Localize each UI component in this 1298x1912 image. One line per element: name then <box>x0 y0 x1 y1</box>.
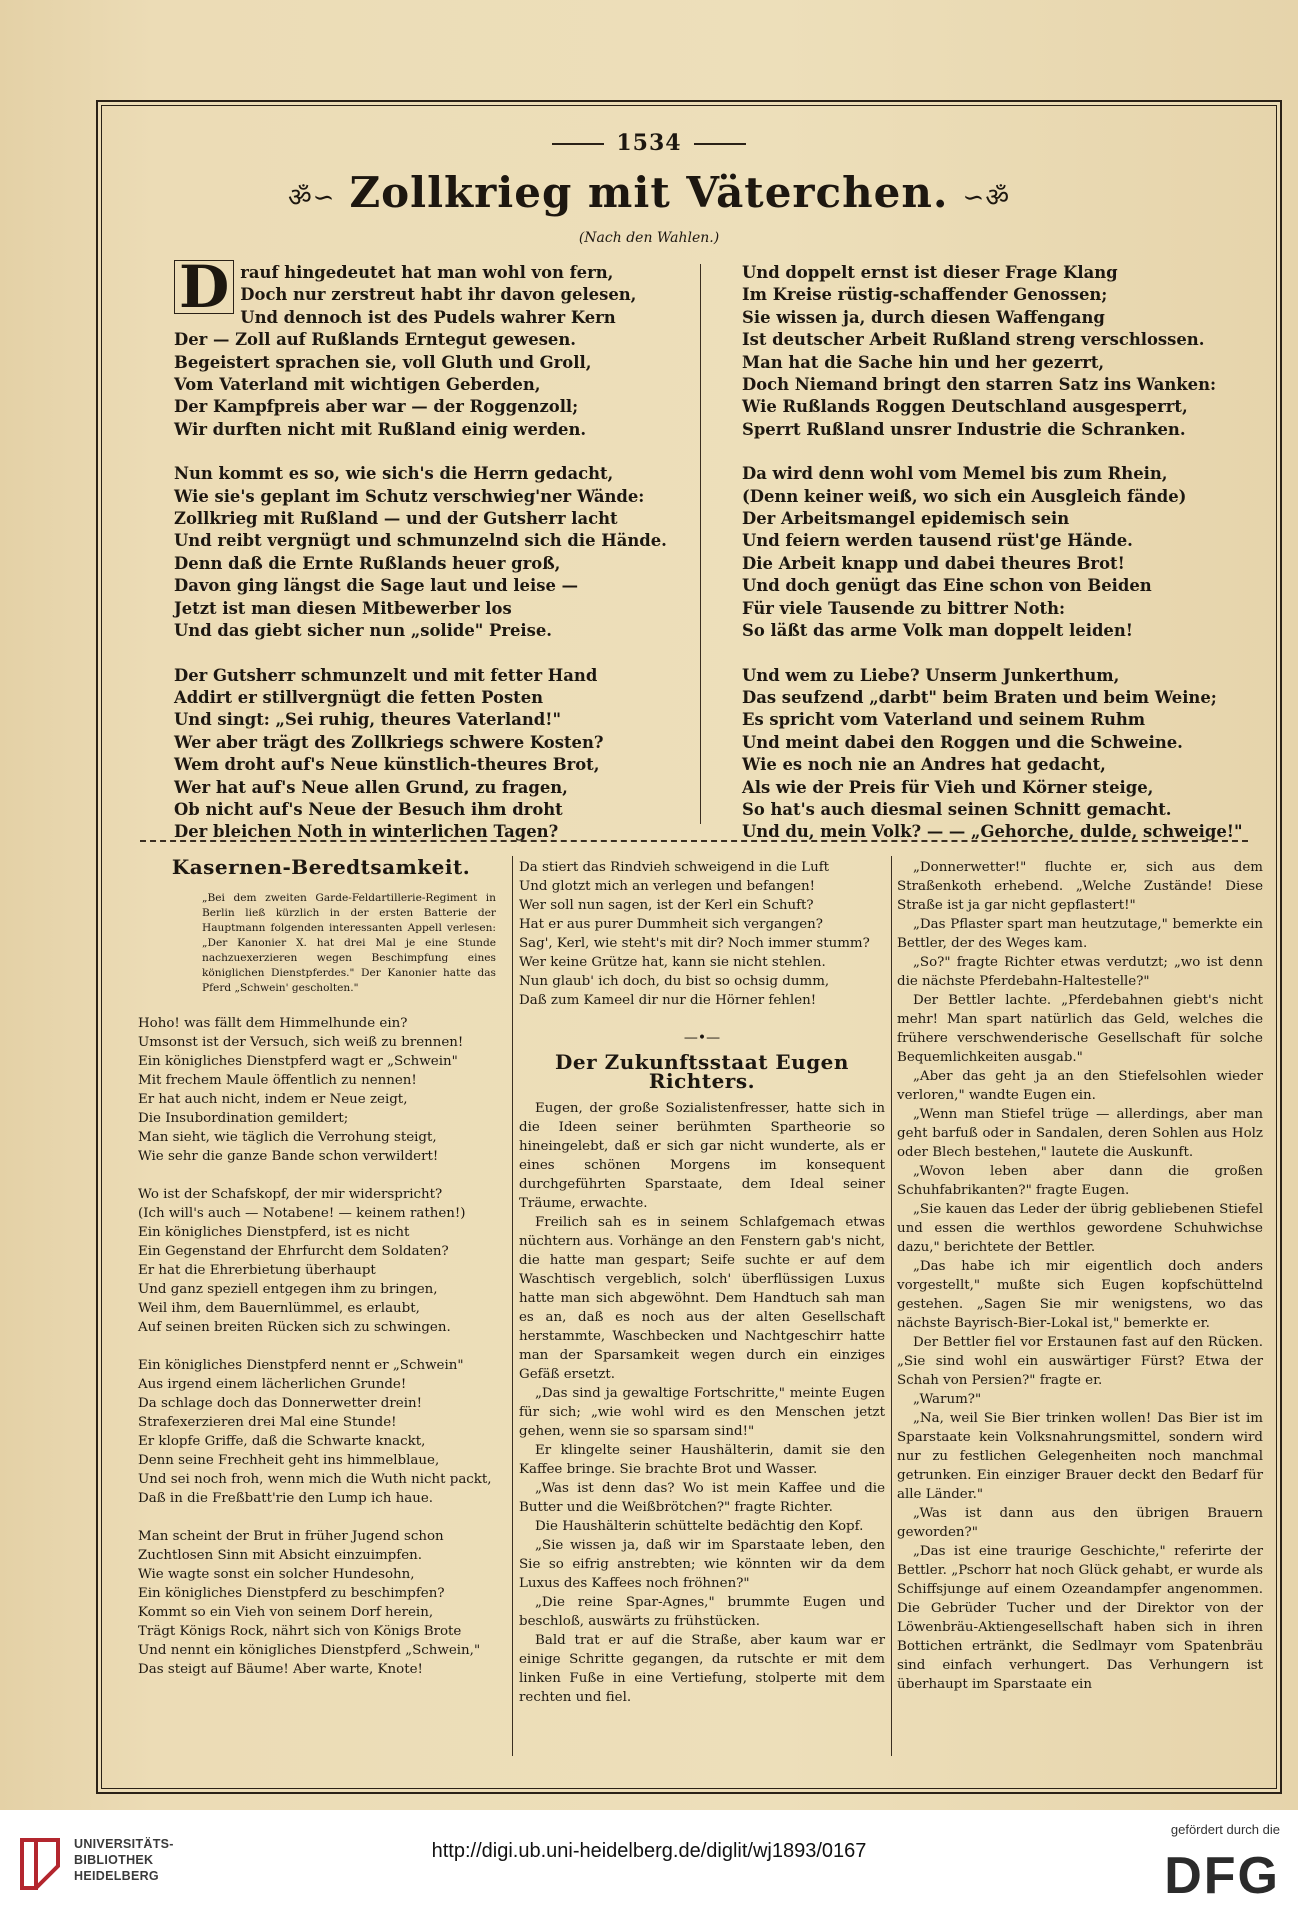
poem-line: Der Arbeitsmangel epidemisch sein <box>742 509 1070 529</box>
verse-line: Er klopfe Griffe, daß die Schwarte knackt, <box>138 1434 426 1449</box>
poem-stanza <box>742 262 1262 441</box>
verse-line: Auf seinen breiten Rücken sich zu schwingen. <box>138 1320 451 1335</box>
verse-line: Hat er aus purer Dummheit sich vergangen? <box>519 917 823 932</box>
poem-line: Und das giebt sicher nun „solide" Preise. <box>174 621 552 641</box>
verse-line: Daß in die Freßbatt'rie den Lump ich haue. <box>138 1491 434 1506</box>
verse-line: Die Insubordination gemildert; <box>138 1111 349 1126</box>
article-paragraph: „Wenn man Stiefel trüge — allerdings, aber man geht barfuß oder in Sandalen, deren Sohlen aus Holz oder Blech bestehen," lautete die Auskunft. <box>897 1107 1263 1160</box>
library-line-1: UNIVERSITÄTS- <box>74 1837 174 1851</box>
poem-line: Und meint dabei den Roggen und die Schweine. <box>742 732 1183 752</box>
poem-line: Doch Niemand bringt den starren Satz ins Wanken: <box>742 375 1217 395</box>
article-paragraph: „Sie wissen ja, daß wir im Sparstaate leben, den Sie so eifrig anstrebten; wie könnten wir da dem Luxus des Kaffees noch fröhnen?" <box>519 1538 885 1591</box>
funding-note: gefördert durch die <box>1170 1822 1280 1837</box>
article-paragraph: „Das habe ich mir eigentlich doch anders vorgestellt," mußte sich Eugen kopfschüttelnd gestehen. „Sagen Sie mir wenigstens, wo das nächste Bayrisch-Bier-Lokal ist," bemerkte er. <box>897 1259 1263 1331</box>
poem-line: Doch nur zerstreut habt ihr davon gelesen, <box>240 285 637 305</box>
verse-line: Wie sehr die ganze Bande schon verwildert! <box>138 1149 439 1164</box>
verse-stanza <box>138 1356 504 1508</box>
poem-stanza <box>174 253 694 441</box>
verse-line: Da stiert das Rindvieh schweigend in die Luft <box>519 860 830 875</box>
article-paragraph: Freilich sah es in seinem Schlafgemach etwas nüchtern aus. Vorhänge an den Fenstern gab's nicht, die hatte man gespart; Seife suchte er auf dem Waschtisch vergeblich, solch' überflüssigen Luxus hatte man sich abgewöhnt. Dem Handtuch sah man es an, daß es noch aus der alten Gesellschaft herstammte, Waschbecken und Nachtgeschirr hatte man der Sparsamkeit wegen durch ein einziges Gefäß ersetzt. <box>519 1215 885 1382</box>
poem-stanza <box>742 665 1262 844</box>
library-line-3: HEIDELBERG <box>74 1869 159 1883</box>
poem-line: Wie Rußlands Roggen Deutschland ausgesperrt, <box>742 397 1188 417</box>
verse-line: Wo ist der Schafskopf, der mir widerspricht? <box>138 1187 443 1202</box>
poem-line: Wer hat auf's Neue allen Grund, zu fragen, <box>174 777 568 797</box>
column-divider-1 <box>512 856 513 1756</box>
separator-ornament: —•— <box>683 1030 721 1046</box>
verse-line: Wer keine Grütze hat, kann sie nicht stehlen. <box>519 955 826 970</box>
poem-line: Begeistert sprachen sie, voll Gluth und Groll, <box>174 352 592 372</box>
page-number: 1534 <box>0 130 1298 156</box>
verse-line: Er hat die Ehrerbietung überhaupt <box>138 1263 376 1278</box>
verse-line: Ein königliches Dienstpferd nennt er „Schwein" <box>138 1358 464 1373</box>
verse-line: Ein königliches Dienstpferd zu beschimpfen? <box>138 1586 445 1601</box>
poem-line: Und wem zu Liebe? Unserm Junkerthum, <box>742 665 1120 685</box>
poem-line: So läßt das arme Volk man doppelt leiden! <box>742 621 1133 641</box>
poem-line: Addirt er stillvergnügt die fetten Posten <box>174 687 544 707</box>
poem-line: Da wird denn wohl vom Memel bis zum Rhein, <box>742 464 1168 484</box>
article-paragraph: „Das sind ja gewaltige Fortschritte," meinte Eugen für sich; „wie wohl wird es den Menschen jetzt gehen, wenn sie so sparsam sind!" <box>519 1386 885 1439</box>
poem-column-divider <box>700 264 701 824</box>
article-paragraph: „Warum?" <box>913 1392 982 1407</box>
poem-line: rauf hingedeutet hat man wohl von fern, <box>240 263 614 282</box>
article-kasernen-title: Kasernen-Beredtsamkeit. <box>171 855 471 879</box>
verse-line: Hoho! was fällt dem Himmelhunde ein? <box>138 1016 408 1031</box>
article-paragraph: „Die reine Spar-Agnes," brummte Eugen und beschloß, auswärts zu frühstücken. <box>519 1595 885 1629</box>
article-paragraph: Eugen, der große Sozialistenfresser, hatte sich in die Ideen seiner berühmten Spartheorie so hineingelebt, daß er sich gar nicht wunderte, als er eines schönen Morgens im konsequent durchgeführten Sparstaate, dem Ideal seiner Träume, erwachte. <box>519 1101 885 1211</box>
verse-line: Weil ihm, dem Bauernlümmel, es erlaubt, <box>138 1301 420 1316</box>
poem-line: Wie sie's geplant im Schutz verschwieg'ner Wände: <box>174 486 645 506</box>
poem-line: Der Kampfpreis aber war — der Roggenzoll; <box>174 397 579 417</box>
verse-line: Zuchtlosen Sinn mit Absicht einzuimpfen. <box>138 1548 423 1563</box>
poem-line: Wem droht auf's Neue künstlich-theures Brot, <box>174 755 600 775</box>
verse-line: (Ich will's auch — Notabene! — keinem rathen!) <box>138 1206 466 1221</box>
verse-line: Und glotzt mich an verlegen und befangen! <box>519 879 816 894</box>
source-url-link[interactable]: http://digi.ub.uni-heidelberg.de/diglit/wj1893/0167 <box>431 1840 867 1862</box>
verse-line: Ein königliches Dienstpferd, ist es nicht <box>138 1225 410 1240</box>
article-kasernen-epigraph: „Bei dem zweiten Garde-Feldartillerie-Regiment in Berlin ließ kürzlich in der ersten Batterie der Hauptmann folgenden interessanten Appell verlesen: „Der Kanonier X. hat drei Mal je eine Stunde nachzuexerzieren wegen Beschimpfung eines königlichen Dienstpferdes." Der Kanonier hatte das Pferd „Schwein' gescholten." <box>202 892 496 994</box>
poem-line: Davon ging längst die Sage laut und leise — <box>174 576 578 596</box>
right-column <box>897 858 1263 1694</box>
poem-line: Es spricht vom Vaterland und seinem Ruhm <box>742 710 1146 730</box>
verse-line: Umsonst ist der Versuch, sich weiß zu brennen! <box>138 1035 464 1050</box>
poem-line: Und du, mein Volk? — — „Gehorche, dulde, schweige!" <box>742 822 1243 842</box>
article-paragraph: „So?" fragte Richter etwas verdutzt; „wo ist denn die nächste Pferdebahn-Haltestelle?" <box>897 955 1263 989</box>
poem-line: Jetzt ist man diesen Mitbewerber los <box>174 598 512 618</box>
column-divider-2 <box>891 856 892 1756</box>
middle-column <box>519 858 885 1707</box>
poem-line: Der Gutsherr schmunzelt und mit fetter Hand <box>174 665 598 685</box>
verse-line: Mit frechem Maule öffentlich zu nennen! <box>138 1073 417 1088</box>
article-paragraph: „Was ist denn das? Wo ist mein Kaffee und die Butter und die Weißbrötchen?" fragte Richter. <box>519 1481 885 1515</box>
poem-line: Wer aber trägt des Zollkriegs schwere Kosten? <box>174 732 604 752</box>
article-paragraph: Er klingelte seiner Haushälterin, damit sie den Kaffee bringe. Sie brachte Brot und Wasser. <box>519 1443 885 1477</box>
verse-line: Das steigt auf Bäume! Aber warte, Knote! <box>138 1662 423 1677</box>
poem-line: So hat's auch diesmal seinen Schnitt gemacht. <box>742 799 1172 819</box>
poem-line: (Denn keiner weiß, wo sich ein Ausgleich fände) <box>742 486 1187 506</box>
poem-line: Für viele Tausende zu bittrer Noth: <box>742 598 1066 618</box>
verse-stanza <box>138 1014 504 1166</box>
section-divider <box>140 840 1248 842</box>
poem-line: Im Kreise rüstig-schaffender Genossen; <box>742 285 1108 305</box>
poem-line: Als wie der Preis für Vieh und Körner steige, <box>742 777 1154 797</box>
article-paragraph: Bald trat er auf die Straße, aber kaum war er einige Schritte gegangen, da rutschte er mit dem linken Fuße in eine Vertiefung, stolperte mit dem rechten und fiel. <box>519 1633 885 1705</box>
verse-line: Trägt Königs Rock, nährt sich von Königs Brote <box>138 1624 462 1639</box>
poem-stanza <box>742 463 1262 642</box>
poem-line: Und feiern werden tausend rüst'ge Hände. <box>742 531 1133 551</box>
verse-line: Daß zum Kameel dir nur die Hörner fehlen! <box>519 993 817 1008</box>
poem-line: Und reibt vergnügt und schmunzelnd sich die Hände. <box>174 531 667 551</box>
verse-line: Und sei noch froh, wenn mich die Wuth nicht packt, <box>138 1472 492 1487</box>
article-paragraph: „Was ist dann aus den übrigen Brauern geworden?" <box>897 1506 1263 1540</box>
verse-line: Denn seine Frechheit geht ins himmelblaue, <box>138 1453 440 1468</box>
article-paragraph: „Das ist eine traurige Geschichte," referirte der Bettler. „Pschorr hat noch Glück gehabt, er wurde als Schiffsjunge auf einem Ozeandampfer angenommen. Die Gebrüder Tucher und der Direktor von der Löwenbräu-Aktiengesellschaft haben sich in ihren Bottichen ertränkt, die Sedlmayr vom Spatenbräu sind einfach verhungert. Das Verhungern ist überhaupt im Sparstaate ein <box>897 1544 1263 1692</box>
article-paragraph: Der Bettler fiel vor Erstaunen fast auf den Rücken. „Sie sind wohl ein auswärtiger Fürst? Etwa der Schah von Persien?" fragte er. <box>897 1335 1263 1388</box>
poem-stanza <box>174 665 694 844</box>
verse-line: Sag', Kerl, wie steht's mit dir? Noch immer stumm? <box>519 936 870 951</box>
poem-line: Sperrt Rußland unsrer Industrie die Schranken. <box>742 419 1186 439</box>
article-paragraph: Der Bettler lachte. „Pferdebahnen giebt's nicht mehr! Man spart natürlich das Geld, welches die frühere verschwenderische Gesellschaft für solche Bequemlichkeiten ausgab." <box>897 993 1263 1065</box>
verse-line: Man scheint der Brut in früher Jugend schon <box>138 1529 444 1544</box>
poem-line: Die Arbeit knapp und dabei theures Brot! <box>742 553 1125 573</box>
poem-stanza <box>174 463 694 642</box>
poem-line: Wir durften nicht mit Rußland einig werden. <box>174 419 587 439</box>
dfg-logo: DFG <box>1164 1847 1280 1905</box>
poem-line: Und doch genügt das Eine schon von Beiden <box>742 576 1152 596</box>
article-paragraph: „Das Pflaster spart man heutzutage," bemerkte ein Bettler, der des Weges kam. <box>897 917 1263 951</box>
article-paragraph: „Sie kauen das Leder der übrig gebliebenen Stiefel und essen die werthlos gewordene Schuhwichse dazu," berichtete der Bettler. <box>897 1202 1263 1255</box>
poem-line: Der — Zoll auf Rußlands Erntegut gewesen. <box>174 330 576 350</box>
poem-line: Zollkrieg mit Rußland — und der Gutsherr lacht <box>174 509 618 529</box>
article-paragraph: „Na, weil Sie Bier trinken wollen! Das Bier ist im Sparstaate kein Volksnahrungsmittel, sondern wird nur zu festlichen Gelegenheiten noch manchmal getrunken. Ein einziger Brauer deckt den Bedarf für alle Länder." <box>897 1411 1263 1502</box>
article-kasernen-column <box>138 855 504 1698</box>
poem-subtitle: (Nach den Wahlen.) <box>578 230 720 246</box>
verse-line: Nun glaub' ich doch, du bist so ochsig dumm, <box>519 974 830 989</box>
verse-line: Wie wagte sonst ein solcher Hundesohn, <box>138 1567 415 1582</box>
library-line-2: BIBLIOTHEK <box>74 1853 154 1867</box>
article-paragraph: „Aber das geht ja an den Stiefelsohlen wieder verloren," wandte Eugen ein. <box>897 1069 1263 1103</box>
article-paragraph: „Donnerwetter!" fluchte er, sich aus dem Straßenkoth erhebend. „Welche Zustände! Diese Straße ist ja gar nicht gepflastert!" <box>897 860 1263 913</box>
poem-line: Sie wissen ja, durch diesen Waffengang <box>742 307 1105 327</box>
poem-title: ॐ∽ Zollkrieg mit Väterchen. ∽ॐ <box>287 168 1011 217</box>
verse-line: Und ganz speziell entgegen ihm zu bringen, <box>138 1282 438 1297</box>
poem-line: Man hat die Sache hin und her gezerrt, <box>742 352 1105 372</box>
verse-line: Und nennt ein königliches Dienstpferd „Schwein," <box>138 1643 481 1658</box>
poem-line: Der bleichen Noth in winterlichen Tagen? <box>174 822 559 842</box>
drop-cap-letter: D <box>174 260 234 314</box>
article-zukunftsstaat-title: Der Zukunftsstaat Eugen Richters. <box>555 1050 849 1093</box>
verse-line: Er hat auch nicht, indem er Neue zeigt, <box>138 1092 408 1107</box>
poem-left-column <box>174 253 694 866</box>
poem-line: Das seufzend „darbt" beim Braten und beim Weine; <box>742 687 1217 707</box>
verse-line: Aus irgend einem lächerlichen Grunde! <box>138 1377 407 1392</box>
poem-line: Wie es noch nie an Andres hat gedacht, <box>742 755 1106 775</box>
poem-right-column <box>742 262 1262 866</box>
verse-line: Kommt so ein Vieh von seinem Dorf herein, <box>138 1605 434 1620</box>
verse-line: Strafexerzieren drei Mal eine Stunde! <box>138 1415 397 1430</box>
poem-line: Nun kommt es so, wie sich's die Herrn gedacht, <box>174 464 614 484</box>
poem-line: Und dennoch ist des Pudels wahrer Kern <box>240 307 616 327</box>
poem-line: Vom Vaterland mit wichtigen Geberden, <box>174 375 541 395</box>
verse-line: Wer soll nun sagen, ist der Kerl ein Schuft? <box>519 898 814 913</box>
verse-line: Da schlage doch das Donnerwetter drein! <box>138 1396 422 1411</box>
verse-stanza <box>138 1527 504 1679</box>
article-paragraph: „Wovon leben aber dann die großen Schuhfabrikanten?" fragte Eugen. <box>897 1164 1263 1198</box>
poem-line: Und doppelt ernst ist dieser Frage Klang <box>742 263 1118 282</box>
verse-stanza <box>138 1185 504 1337</box>
poem-line: Ist deutscher Arbeit Rußland streng verschlossen. <box>742 330 1205 350</box>
verse-line: Man sieht, wie täglich die Verrohung steigt, <box>138 1130 437 1145</box>
verse-line: Ein Gegenstand der Ehrfurcht dem Soldaten? <box>138 1244 449 1259</box>
article-paragraph: Die Haushälterin schüttelte bedächtig den Kopf. <box>535 1519 864 1534</box>
poem-line: Und singt: „Sei ruhig, theures Vaterland!" <box>174 710 561 730</box>
verse-line: Ein königliches Dienstpferd wagt er „Schwein" <box>138 1054 458 1069</box>
poem-line: Denn daß die Ernte Rußlands heuer groß, <box>174 553 561 573</box>
poem-line: Ob nicht auf's Neue der Besuch ihm droht <box>174 799 563 819</box>
